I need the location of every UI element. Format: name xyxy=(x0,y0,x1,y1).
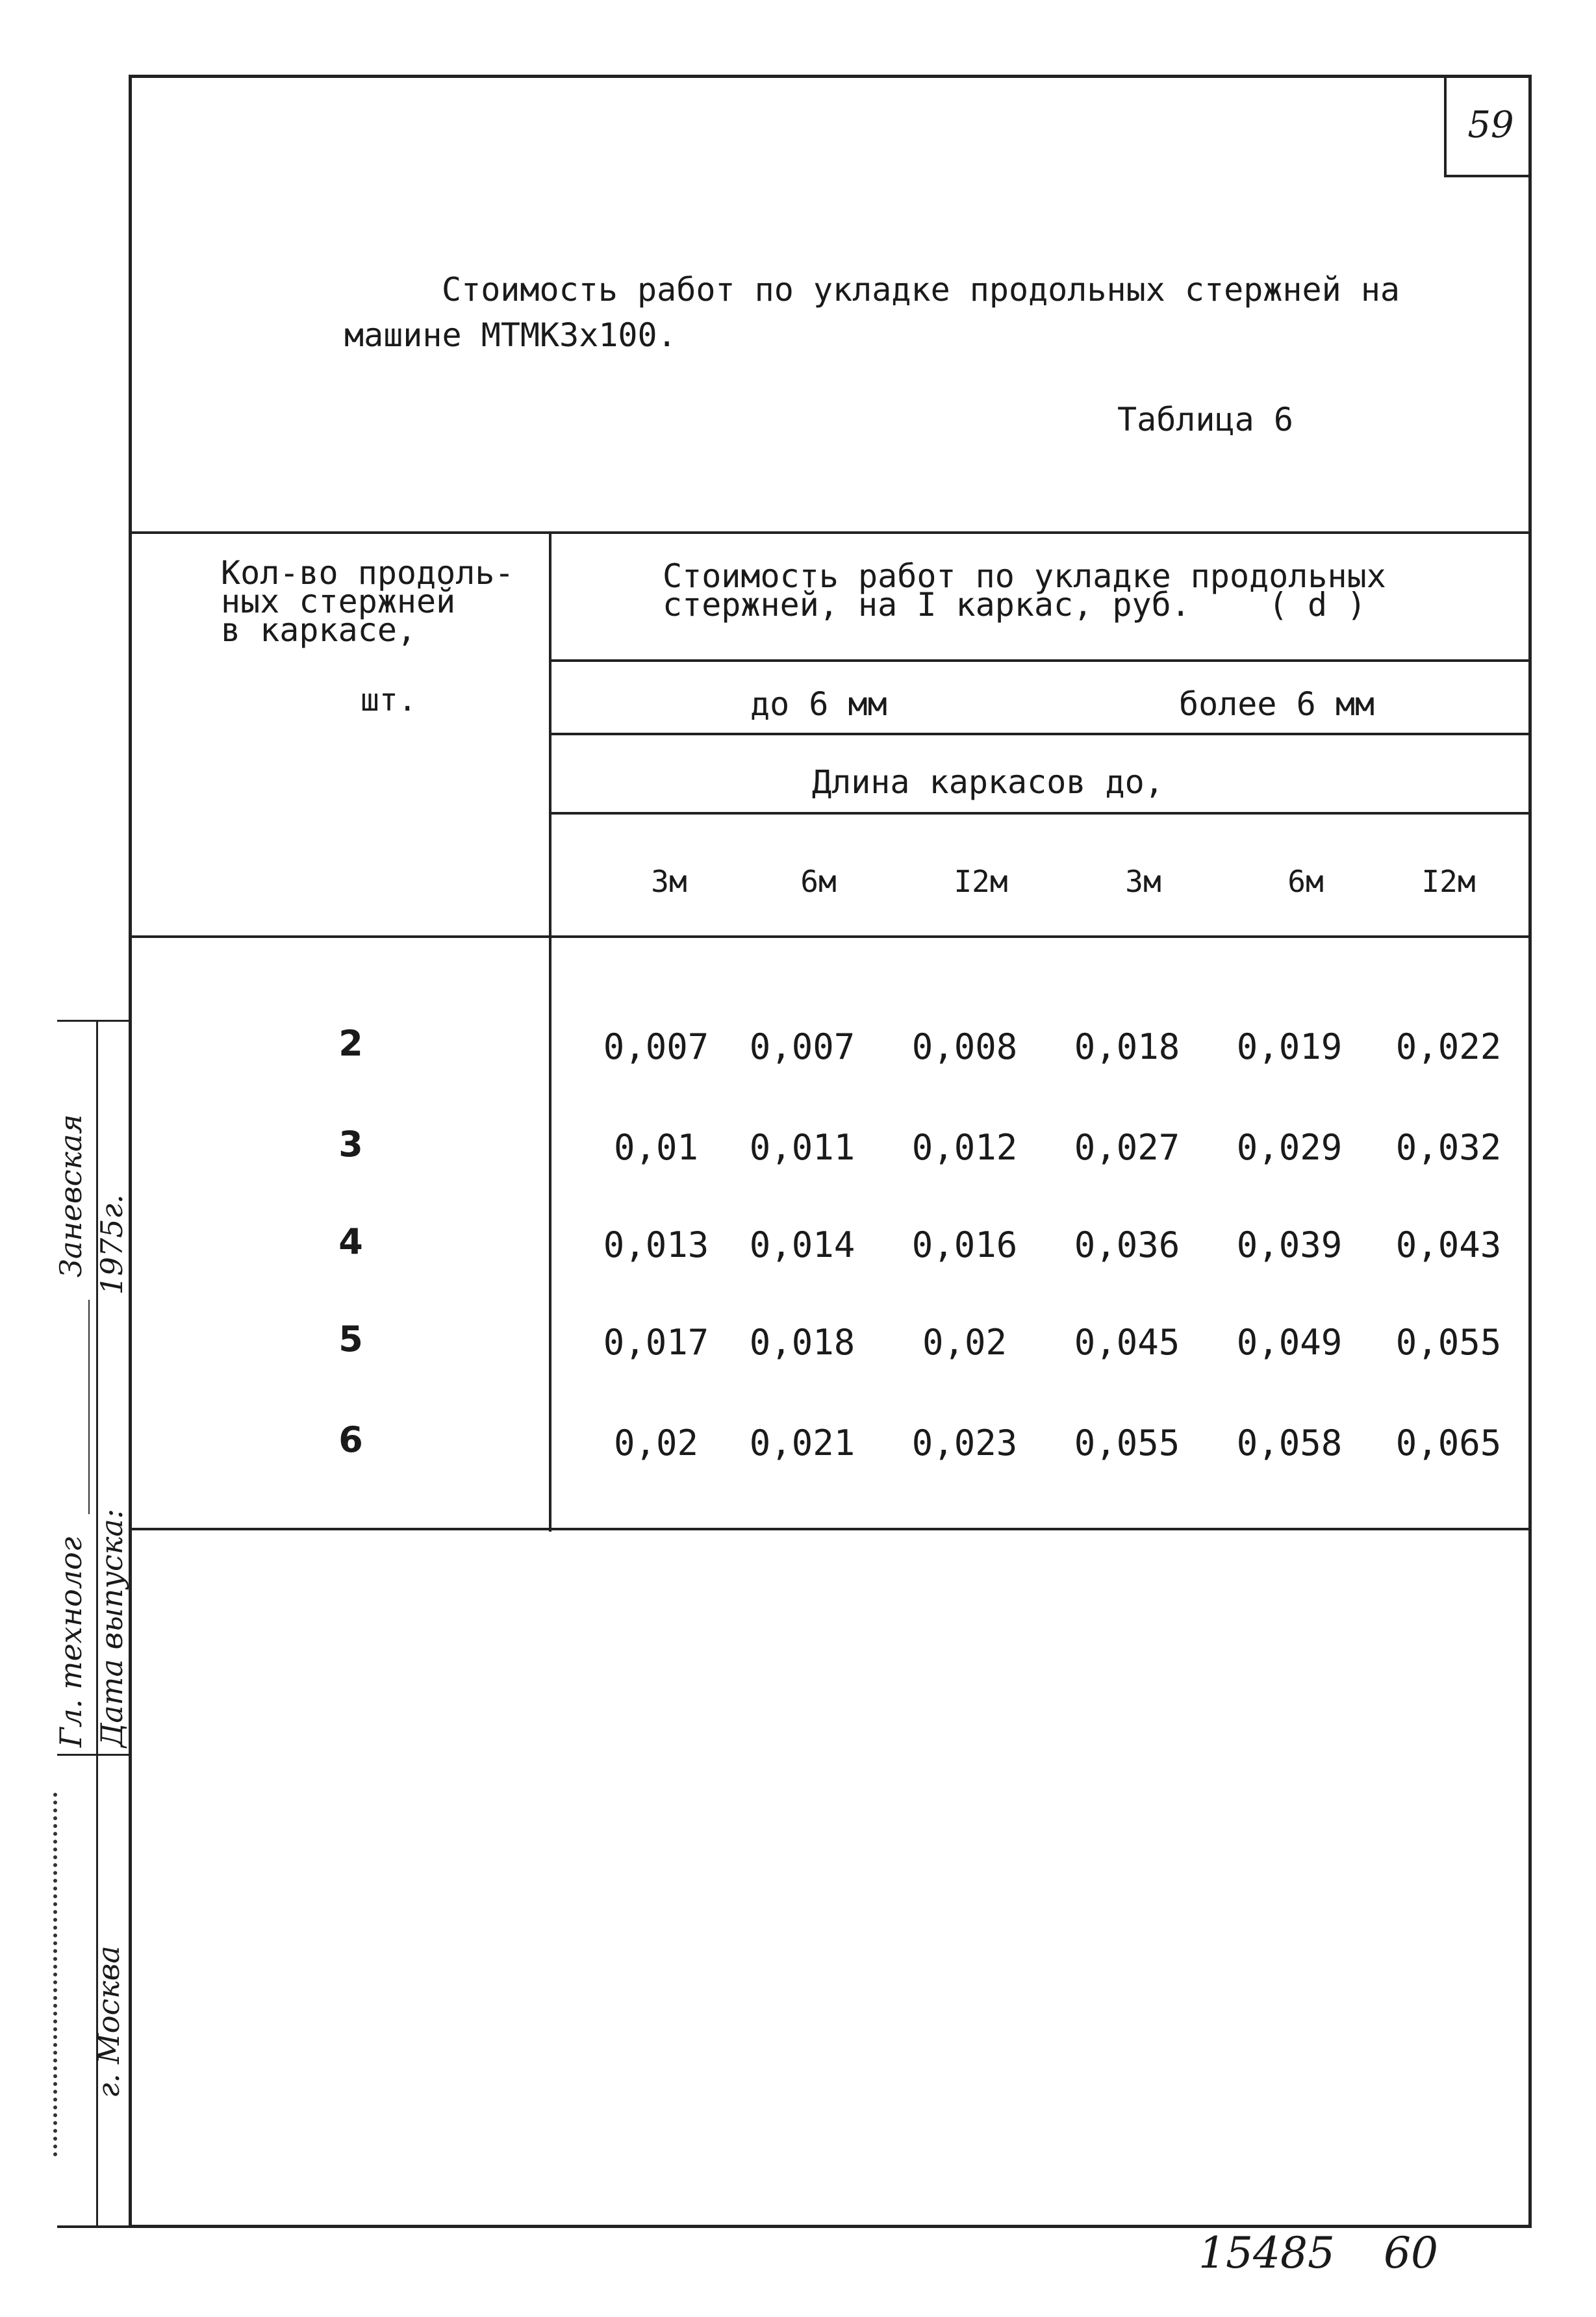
table-cell: 0,01 xyxy=(613,1127,699,1168)
table-cell: 0,058 xyxy=(1236,1423,1343,1463)
stamp-mid-line xyxy=(57,1754,129,1756)
stamp-faded-text xyxy=(53,1793,62,2157)
table-cell: 0,014 xyxy=(749,1224,855,1265)
table-cell: 0,043 xyxy=(1395,1224,1502,1265)
table-cell: 0,021 xyxy=(749,1423,855,1463)
table-top-line xyxy=(129,531,1532,534)
row-label-line2: ных стержней xyxy=(221,583,456,620)
table-cell: 0,013 xyxy=(603,1224,709,1265)
length-col-4: 3м xyxy=(1125,864,1161,899)
table-cell: 0,039 xyxy=(1236,1224,1343,1265)
table-cell: 0,065 xyxy=(1395,1423,1502,1463)
stamp-city: г. Москва xyxy=(91,1945,126,2098)
stamp-top-line xyxy=(57,1020,129,1022)
header-cost-divider xyxy=(549,659,1532,662)
cost-symbol: ( d ) xyxy=(1268,586,1367,624)
order-number: 15485 xyxy=(1198,2228,1335,2278)
table-cell: 0,019 xyxy=(1236,1026,1343,1067)
row-count: 4 xyxy=(338,1221,363,1262)
table-cell: 0,027 xyxy=(1074,1127,1180,1168)
length-header: Длина каркасов до, xyxy=(812,763,1164,801)
table-cell: 0,008 xyxy=(911,1026,1018,1067)
table-cell: 0,012 xyxy=(911,1127,1018,1168)
cost-header-line2 xyxy=(663,586,1386,624)
row-count: 5 xyxy=(338,1319,363,1360)
group-left-header: до 6 мм xyxy=(750,685,887,723)
table-cell: 0,049 xyxy=(1236,1322,1343,1363)
row-label-line3: в каркасе, xyxy=(221,611,417,649)
row-label-header xyxy=(221,554,514,649)
cost-header-line2-text: стержней, на I каркас, руб. xyxy=(663,586,1191,624)
table-cell: 0,016 xyxy=(911,1224,1018,1265)
table-cell: 0,055 xyxy=(1395,1322,1502,1363)
table-cell: 0,055 xyxy=(1074,1423,1180,1463)
table-cell: 0,011 xyxy=(749,1127,855,1168)
length-col-6: I2м xyxy=(1421,864,1476,899)
length-col-1: 3м xyxy=(651,864,687,899)
header-length-divider xyxy=(549,812,1532,815)
group-right-header: более 6 мм xyxy=(1179,685,1375,723)
page-number: 59 xyxy=(1467,104,1514,146)
header-group-divider xyxy=(549,733,1532,735)
length-col-5: 6м xyxy=(1287,864,1324,899)
stamp-signature xyxy=(53,1300,90,1514)
row-label-line1: Кол-во продоль- xyxy=(221,554,514,592)
table-cell: 0,045 xyxy=(1074,1322,1180,1363)
stamp-tech-label: Гл. технолог xyxy=(53,1537,88,1747)
sheet-number: 60 xyxy=(1384,2228,1438,2278)
row-count: 6 xyxy=(338,1419,363,1460)
length-col-2: 6м xyxy=(800,864,837,899)
document-title-line1: Стоимость работ по укладке продольных стержней на xyxy=(442,271,1400,309)
header-bottom-line xyxy=(129,935,1532,938)
table-cell: 0,032 xyxy=(1395,1127,1502,1168)
row-label-unit: шт. xyxy=(361,682,417,718)
stamp-tech-name: Заневская xyxy=(53,1114,88,1278)
table-cell: 0,007 xyxy=(749,1026,855,1067)
table-cell: 0,029 xyxy=(1236,1127,1343,1168)
stamp-col2 xyxy=(94,1195,129,1747)
table-cell: 0,022 xyxy=(1395,1026,1502,1067)
table-bottom-line xyxy=(129,1528,1532,1530)
stamp-date-label: Дата выпуска: xyxy=(94,1508,129,1747)
length-col-3: I2м xyxy=(954,864,1008,899)
stamp-date-value: 1975г. xyxy=(94,1194,129,1295)
table-cell: 0,036 xyxy=(1074,1224,1180,1265)
row-count: 3 xyxy=(338,1124,363,1165)
stamp-col1 xyxy=(53,1114,90,1747)
table-cell: 0,02 xyxy=(613,1423,699,1463)
table-cell: 0,007 xyxy=(603,1026,709,1067)
cost-header-line1: Стоимость работ по укладке продольных xyxy=(663,557,1386,595)
row-count: 2 xyxy=(338,1023,363,1064)
table-cell: 0,023 xyxy=(911,1423,1018,1463)
document-title-line2: машине МТМК3х100. xyxy=(344,316,677,354)
table-cell: 0,018 xyxy=(1074,1026,1180,1067)
cost-header xyxy=(663,557,1386,624)
table-cell: 0,018 xyxy=(749,1322,855,1363)
table-label: Таблица 6 xyxy=(1117,401,1293,438)
table-cell: 0,02 xyxy=(922,1322,1007,1363)
table-row-label-divider xyxy=(549,531,551,1532)
table-cell: 0,017 xyxy=(603,1322,709,1363)
